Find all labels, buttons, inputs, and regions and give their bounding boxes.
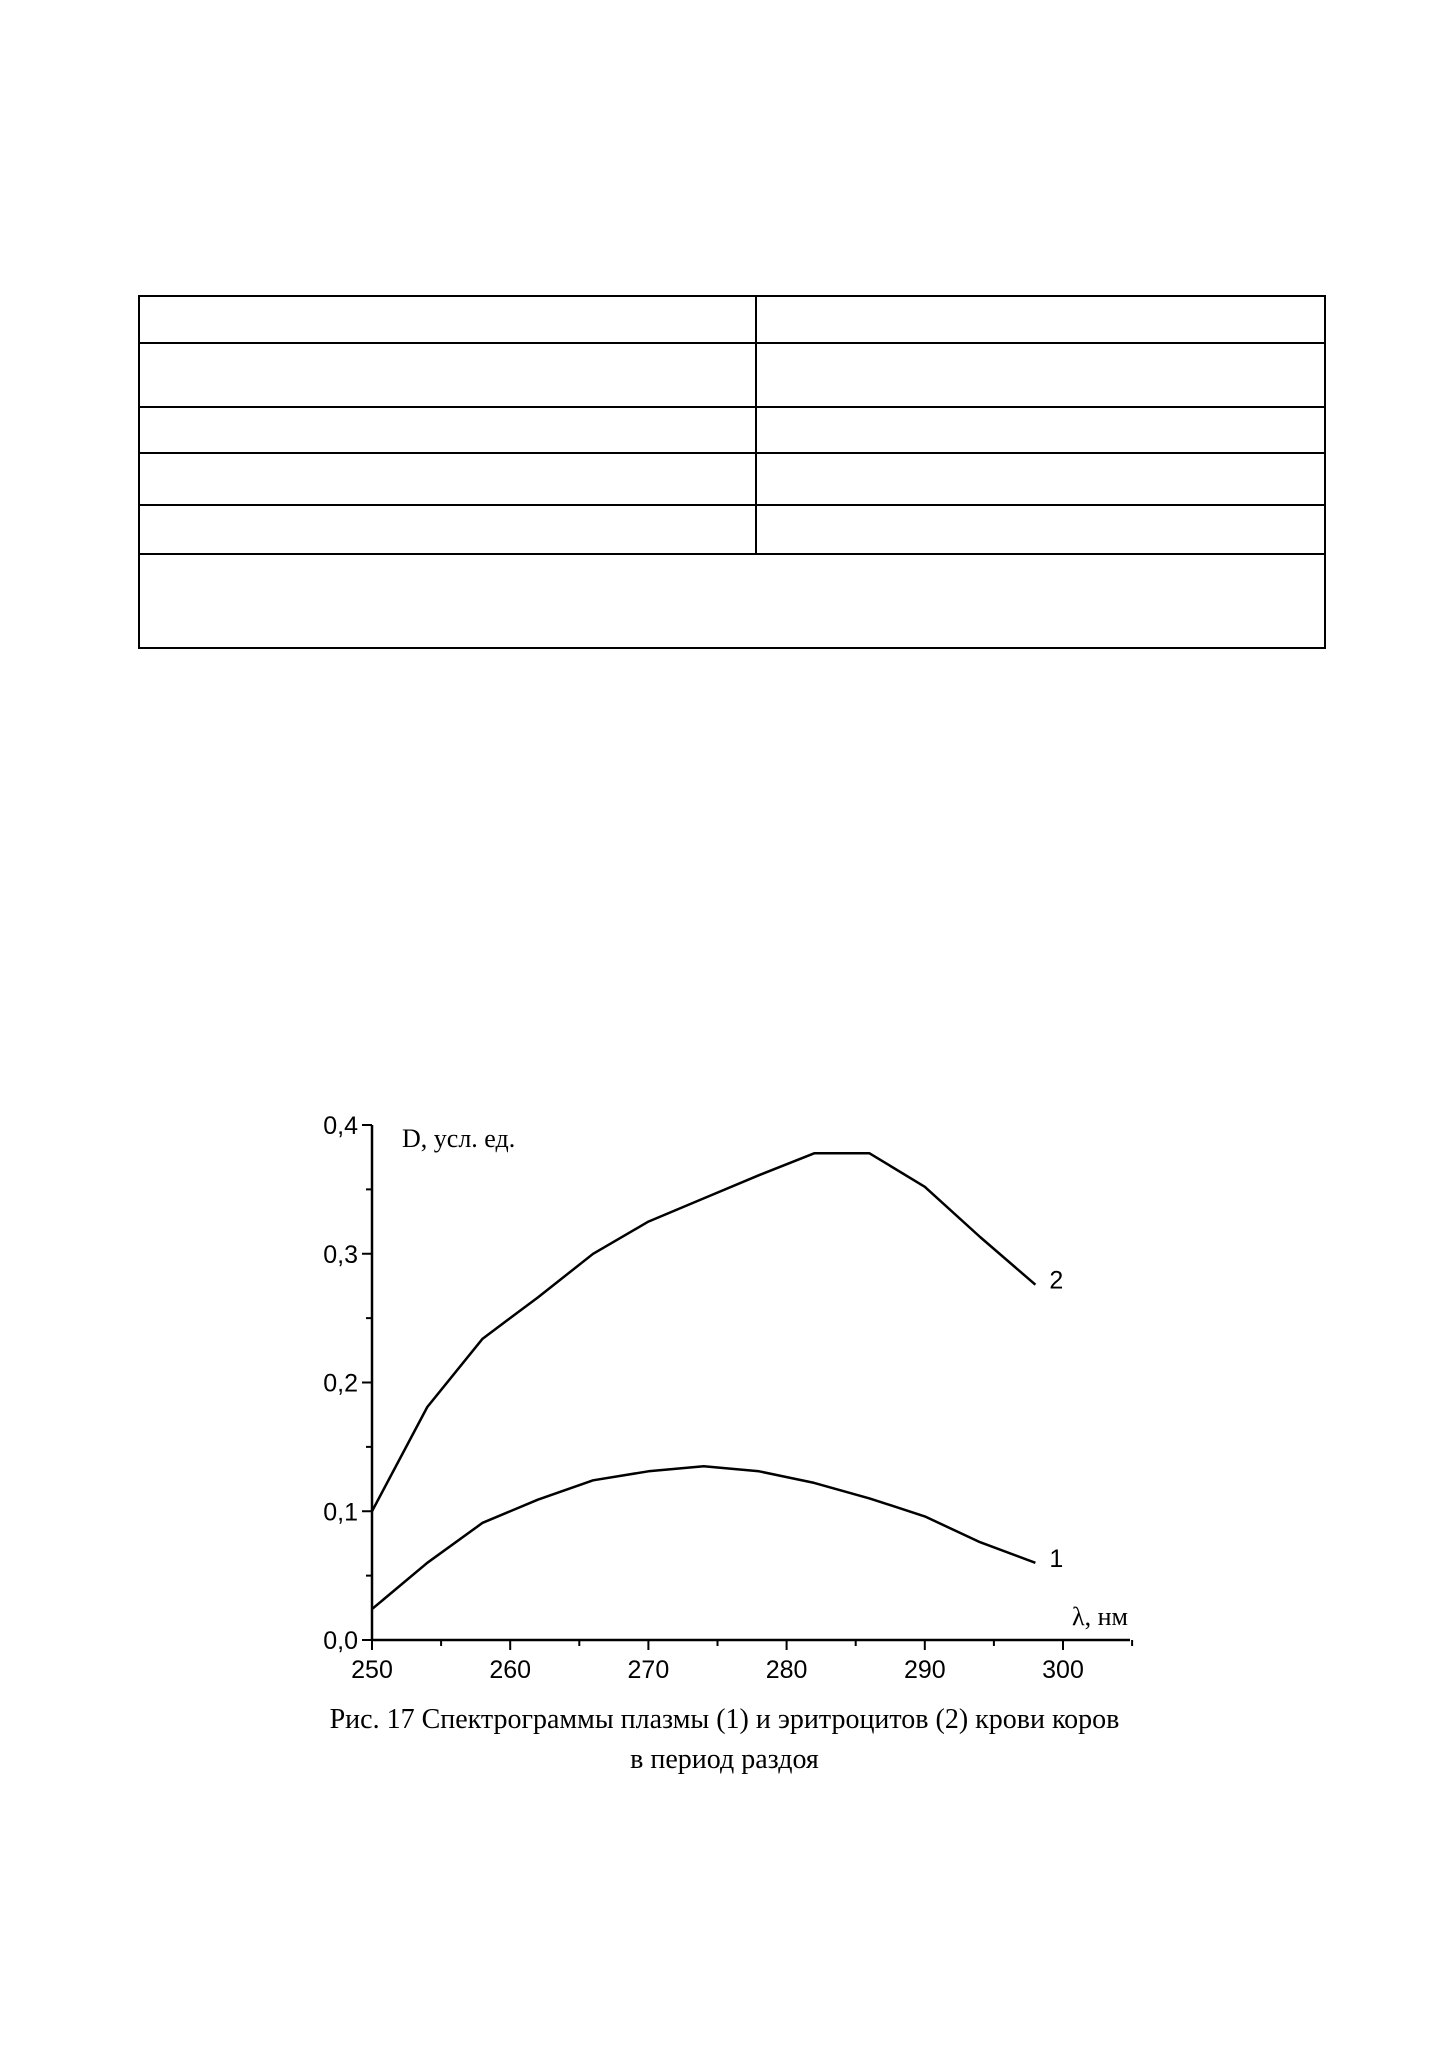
y-tick-label: 0,2 — [323, 1369, 358, 1398]
caption-line-2: в период раздоя — [630, 1744, 819, 1775]
series-label-2: 2 — [1049, 1266, 1064, 1295]
figure-caption — [0, 1700, 1449, 1780]
series-label-1: 1 — [1049, 1544, 1064, 1573]
series-line-1 — [372, 1466, 1035, 1609]
x-tick-label: 280 — [765, 1656, 808, 1684]
y-tick-label: 0,3 — [323, 1240, 358, 1269]
x-tick-label: 260 — [489, 1656, 532, 1684]
caption-line-1: Рис. 17 Спектрограммы плазмы (1) и эритроцитов (2) крови коров — [329, 1704, 1120, 1735]
y-tick-label: 0,0 — [323, 1627, 358, 1655]
chart-series — [372, 1153, 1063, 1609]
x-tick-label: 300 — [1042, 1656, 1084, 1684]
x-axis-label: λ, нм — [1072, 1602, 1128, 1631]
x-tick-label: 270 — [627, 1656, 670, 1684]
y-tick-label: 0,1 — [323, 1498, 358, 1527]
chart-ticks — [323, 1112, 1132, 1684]
chart-axes — [372, 1125, 1130, 1640]
y-axis-label: D, усл. ед. — [402, 1124, 516, 1153]
y-tick-label: 0,4 — [323, 1112, 358, 1140]
series-line-2 — [372, 1153, 1035, 1511]
x-tick-label: 250 — [351, 1656, 393, 1684]
x-tick-label: 290 — [903, 1656, 946, 1684]
